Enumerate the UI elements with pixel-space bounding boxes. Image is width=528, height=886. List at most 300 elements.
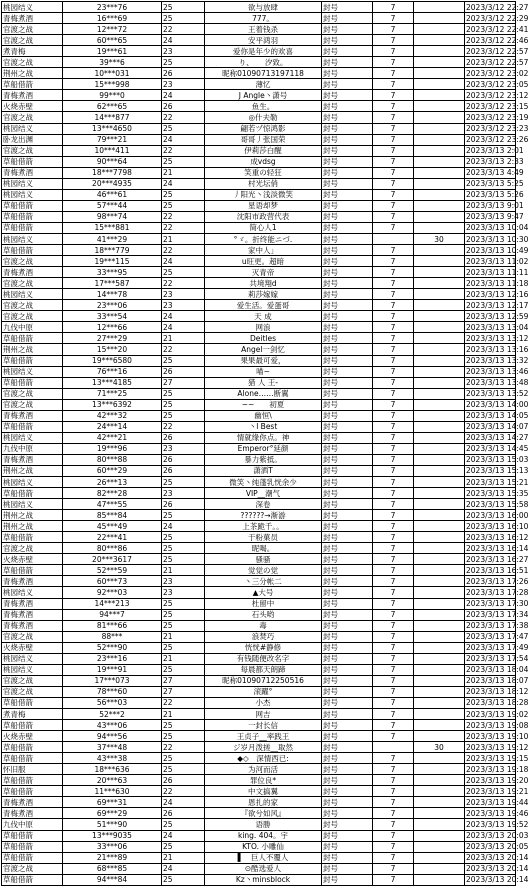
table-row xyxy=(2,388,516,399)
duration-alt-cell xyxy=(414,399,465,410)
account-cell: 15***998 xyxy=(63,79,162,90)
server-cell: 桃园结义 xyxy=(2,587,63,598)
duration-days-cell: 7 xyxy=(373,145,414,156)
server-cell: 桃园结义 xyxy=(2,653,63,664)
nickname-cell: 网浪 xyxy=(205,322,322,333)
nickname-cell: king. 404。宇 xyxy=(205,830,322,841)
server-cell: 草船借箭 xyxy=(2,79,63,90)
account-cell: 90***64 xyxy=(63,156,162,167)
action-cell: 封号 xyxy=(322,874,373,885)
account-cell: 46***61 xyxy=(63,189,162,200)
nickname-cell: 恍恍#静修 xyxy=(205,642,322,653)
ban-record-table xyxy=(1,1,528,886)
nickname-cell: 暴力紫抵。 xyxy=(205,454,322,465)
level-cell: 23 xyxy=(162,79,205,90)
datetime-cell: 2023/3/13 16:00 xyxy=(466,510,528,520)
nickname-cell: 中文搞翼 xyxy=(205,786,322,797)
table-row xyxy=(2,863,516,874)
server-cell: 青梅煮酒 xyxy=(2,90,63,101)
duration-alt-cell xyxy=(414,786,465,797)
datetime-cell: 2023/3/13 13:48 xyxy=(466,378,528,388)
level-cell: 25 xyxy=(162,189,205,200)
duration-days-cell: 7 xyxy=(373,311,414,322)
duration-alt-cell xyxy=(414,819,465,830)
duration-days-cell: 7 xyxy=(373,454,414,465)
table-row xyxy=(2,311,516,322)
level-cell: 24 xyxy=(162,830,205,841)
server-cell: 官渡之战 xyxy=(2,24,63,35)
duration-days-cell: 7 xyxy=(373,366,414,377)
nickname-cell: 骚骚 xyxy=(205,554,322,565)
datetime-cell: 2023/3/13 16:51 xyxy=(466,565,528,575)
action-cell: 封号 xyxy=(322,278,373,289)
table-row xyxy=(2,178,516,189)
duration-days-cell: 7 xyxy=(373,156,414,167)
duration-days-cell: 7 xyxy=(373,79,414,90)
action-cell: 封号 xyxy=(322,222,373,233)
level-cell: 24 xyxy=(162,90,205,101)
action-cell: 封号 xyxy=(322,167,373,178)
table-row xyxy=(2,775,516,786)
action-cell: 封号 xyxy=(322,775,373,786)
table-row xyxy=(2,256,516,267)
datetime-cell: 2023/3/13 19:18 xyxy=(466,764,528,774)
duration-alt-cell xyxy=(414,200,465,211)
datetime-cell: 2023/3/13 9:47 xyxy=(466,212,524,222)
duration-days-cell: 7 xyxy=(373,200,414,211)
table-row xyxy=(2,587,516,598)
account-cell: 20***3617 xyxy=(63,554,162,565)
duration-alt-cell xyxy=(414,576,465,587)
server-cell: 青梅煮酒 xyxy=(2,167,63,178)
level-cell: 22 xyxy=(162,697,205,708)
server-cell: 草船借箭 xyxy=(2,697,63,708)
account-cell: 60***65 xyxy=(63,35,162,46)
server-cell: 桃园结义 xyxy=(2,2,63,13)
action-cell: 封号 xyxy=(322,576,373,587)
nickname-cell: Kz丶minsblock xyxy=(205,874,322,885)
duration-days-cell: 7 xyxy=(373,874,414,885)
account-cell: 85***84 xyxy=(63,510,162,521)
table-row xyxy=(2,46,516,57)
duration-alt-cell xyxy=(414,366,465,377)
action-cell: 封号 xyxy=(322,211,373,222)
action-cell: 封号 xyxy=(322,101,373,112)
nickname-cell: 薄忆 xyxy=(205,79,322,90)
nickname-cell: 杜留中 xyxy=(205,598,322,609)
datetime-cell: 2023/3/12 23:26 xyxy=(466,135,528,145)
duration-days-cell: 7 xyxy=(373,322,414,333)
table-row xyxy=(2,211,516,222)
table-row xyxy=(2,101,516,112)
datetime-cell: 2023/3/13 10:04 xyxy=(466,223,528,233)
table-row xyxy=(2,797,516,808)
duration-alt-cell xyxy=(414,123,465,134)
account-cell: 26***13 xyxy=(63,477,162,488)
nickname-cell: 为河而活 xyxy=(205,764,322,775)
server-cell: 草船借箭 xyxy=(2,565,63,576)
nickname-cell: 喵~ xyxy=(205,366,322,377)
server-cell: 怀旧服 xyxy=(2,764,63,775)
duration-alt-cell xyxy=(414,465,465,476)
nickname-cell: Angel一剑忆 xyxy=(205,344,322,355)
table-row xyxy=(2,443,516,454)
duration-days-cell: 7 xyxy=(373,57,414,68)
server-cell: 青梅煮酒 xyxy=(2,13,63,24)
duration-days-cell: 7 xyxy=(373,775,414,786)
level-cell: 26 xyxy=(162,432,205,443)
nickname-cell: Deitles xyxy=(205,333,322,344)
server-cell: 草船借箭 xyxy=(2,222,63,233)
level-cell: 23 xyxy=(162,300,205,311)
level-cell: 22 xyxy=(162,786,205,797)
duration-alt-cell xyxy=(414,499,465,510)
action-cell: 封号 xyxy=(322,35,373,46)
action-cell: 封号 xyxy=(322,720,373,731)
action-cell: 封号 xyxy=(322,830,373,841)
duration-alt-cell xyxy=(414,134,465,145)
action-cell: 封号 xyxy=(322,134,373,145)
duration-alt-cell xyxy=(414,432,465,443)
duration-days-cell: 7 xyxy=(373,731,414,742)
nickname-cell: KTO. 小雕仙 xyxy=(205,841,322,852)
table-row xyxy=(2,134,516,145)
duration-alt-cell xyxy=(414,731,465,742)
action-cell: 封号 xyxy=(322,267,373,278)
account-cell: 12***72 xyxy=(63,24,162,35)
duration-alt-cell xyxy=(414,709,465,720)
duration-days-cell: 7 xyxy=(373,35,414,46)
duration-alt-cell xyxy=(414,697,465,708)
datetime-cell: 2023/3/13 14:27 xyxy=(466,433,528,443)
datetime-cell: 2023/3/12 22:46 xyxy=(466,35,528,45)
nickname-cell: 滚躍° xyxy=(205,686,322,697)
duration-alt-cell xyxy=(414,156,465,167)
nickname-cell: Alone……断翼 xyxy=(205,388,322,399)
duration-days-cell: 7 xyxy=(373,753,414,764)
datetime-cell: 2023/3/13 17:26 xyxy=(466,576,528,586)
table-row xyxy=(2,620,516,631)
action-cell: 封号 xyxy=(322,24,373,35)
action-cell: 封号 xyxy=(322,156,373,167)
duration-alt-cell xyxy=(414,245,465,256)
duration-days-cell: 7 xyxy=(373,410,414,421)
duration-days-cell: 7 xyxy=(373,686,414,697)
account-cell: 56***03 xyxy=(63,697,162,708)
datetime-cell: 2023/3/13 19:46 xyxy=(466,808,528,818)
server-cell: 官渡之战 xyxy=(2,256,63,267)
action-cell: 封号 xyxy=(322,333,373,344)
account-cell: 27***29 xyxy=(63,333,162,344)
duration-days-cell: 7 xyxy=(373,819,414,830)
action-cell: 封号 xyxy=(322,753,373,764)
duration-alt-cell xyxy=(414,775,465,786)
table-row xyxy=(2,454,516,465)
duration-alt-cell xyxy=(414,13,465,24)
server-cell: 草船借箭 xyxy=(2,786,63,797)
nickname-cell: ◎什夫勒 xyxy=(205,112,322,123)
action-cell: 封号 xyxy=(322,399,373,410)
account-cell: 22***41 xyxy=(63,532,162,543)
action-cell: 封号 xyxy=(322,797,373,808)
level-cell: 27 xyxy=(162,377,205,388)
action-cell: 封号 xyxy=(322,432,373,443)
action-cell: 封号 xyxy=(322,344,373,355)
datetime-cell: 2023/3/13 14:07 xyxy=(466,422,528,432)
level-cell: 27 xyxy=(162,686,205,697)
server-cell: 官渡之战 xyxy=(2,57,63,68)
level-cell: 26 xyxy=(162,101,205,112)
action-cell: 封号 xyxy=(322,454,373,465)
table-row xyxy=(2,377,516,388)
server-cell: 草船借箭 xyxy=(2,720,63,731)
account-cell: 69***31 xyxy=(63,797,162,808)
duration-alt-cell: 30 xyxy=(414,233,465,244)
level-cell: 21 xyxy=(162,653,205,664)
action-cell: 封号 xyxy=(322,443,373,454)
table-row xyxy=(2,233,516,244)
action-cell: 封号 xyxy=(322,477,373,488)
duration-days-cell: 7 xyxy=(373,68,414,79)
nickname-cell: 王贞子__率践王 xyxy=(205,731,322,742)
action-cell: 封号 xyxy=(322,465,373,476)
action-cell: 封号 xyxy=(322,852,373,863)
action-cell: 封号 xyxy=(322,68,373,79)
account-cell: 20***4935 xyxy=(63,178,162,189)
account-cell: 78***60 xyxy=(63,686,162,697)
server-cell: 桃园结义 xyxy=(2,664,63,675)
server-cell: 官渡之战 xyxy=(2,145,63,156)
datetime-cell: 2023/3/13 15:21 xyxy=(466,477,528,487)
nickname-cell: 每晨都天朗蹄 xyxy=(205,664,322,675)
duration-days-cell: 7 xyxy=(373,554,414,565)
datetime-cell: 2023/3/13 17:49 xyxy=(466,643,528,653)
duration-alt-cell xyxy=(414,211,465,222)
table-row xyxy=(2,156,516,167)
level-cell: 26 xyxy=(162,366,205,377)
action-cell: 封号 xyxy=(322,620,373,631)
nickname-cell: 成vdsg xyxy=(205,156,322,167)
table-row xyxy=(2,631,516,642)
account-cell: 33***95 xyxy=(63,267,162,278)
account-cell: 19***6580 xyxy=(63,355,162,366)
nickname-cell: 潇洒T xyxy=(205,465,322,476)
action-cell: 封号 xyxy=(322,123,373,134)
duration-days-cell: 7 xyxy=(373,134,414,145)
action-cell: 封号 xyxy=(322,742,373,753)
datetime-cell: 2023/3/12 22:29 xyxy=(466,13,528,23)
duration-alt-cell xyxy=(414,454,465,465)
server-cell: 卧龙出渊 xyxy=(2,134,63,145)
level-cell: 22 xyxy=(162,112,205,123)
server-cell: 桃园结义 xyxy=(2,477,63,488)
nickname-cell: 昵喝。 xyxy=(205,543,322,554)
level-cell: 26 xyxy=(162,465,205,476)
duration-alt-cell xyxy=(414,267,465,278)
duration-alt-cell xyxy=(414,797,465,808)
server-cell: 草船借箭 xyxy=(2,333,63,344)
action-cell: 封号 xyxy=(322,631,373,642)
nickname-cell: 伊莉莎白醒 xyxy=(205,145,322,156)
datetime-cell: 2023/3/12 22:57 xyxy=(466,46,528,56)
server-cell: 草船借箭 xyxy=(2,874,63,885)
duration-alt-cell xyxy=(414,664,465,675)
account-cell: 18***779 xyxy=(63,245,162,256)
datetime-cell: 2023/3/13 15:35 xyxy=(466,488,528,498)
account-cell: 42***21 xyxy=(63,432,162,443)
duration-alt-cell xyxy=(414,830,465,841)
account-cell: 82***28 xyxy=(63,488,162,499)
nickname-cell: 上茶跪千。。 xyxy=(205,521,322,532)
nickname-cell: ◆◇ 深情西已: xyxy=(205,753,322,764)
table-row xyxy=(2,554,516,565)
duration-days-cell: 7 xyxy=(373,432,414,443)
level-cell: 21 xyxy=(162,565,205,576)
account-cell: 12***66 xyxy=(63,322,162,333)
duration-alt-cell xyxy=(414,322,465,333)
action-cell: 封号 xyxy=(322,653,373,664)
account-cell: 98***74 xyxy=(63,211,162,222)
duration-days-cell: 7 xyxy=(373,499,414,510)
duration-alt-cell xyxy=(414,720,465,731)
level-cell: 23 xyxy=(162,576,205,587)
table-row xyxy=(2,874,516,885)
table-row xyxy=(2,609,516,620)
duration-days-cell: 7 xyxy=(373,543,414,554)
duration-days-cell: 7 xyxy=(373,764,414,775)
server-cell: 桃园结义 xyxy=(2,189,63,200)
server-cell: 青梅煮酒 xyxy=(2,576,63,587)
duration-alt-cell xyxy=(414,57,465,68)
level-cell: 21 xyxy=(162,631,205,642)
level-cell: 25 xyxy=(162,200,205,211)
duration-days-cell: 7 xyxy=(373,532,414,543)
server-cell: 草船借箭 xyxy=(2,377,63,388)
duration-alt-cell xyxy=(414,167,465,178)
table-row xyxy=(2,24,516,35)
datetime-cell: 2023/3/13 11:11 xyxy=(466,267,528,277)
server-cell: 草船借箭 xyxy=(2,532,63,543)
duration-days-cell: 7 xyxy=(373,598,414,609)
action-cell: 封号 xyxy=(322,245,373,256)
duration-alt-cell xyxy=(414,344,465,355)
account-cell: 41***29 xyxy=(63,233,162,244)
datetime-cell: 2023/3/12 22:57 xyxy=(466,57,528,67)
action-cell: 封号 xyxy=(322,543,373,554)
nickname-cell: 777。 xyxy=(205,13,322,24)
table-row xyxy=(2,344,516,355)
action-cell: 封号 xyxy=(322,819,373,830)
nickname-cell: ~~ 初夏 xyxy=(205,399,322,410)
table-row xyxy=(2,477,516,488)
nickname-cell: 幽恒\ xyxy=(205,410,322,421)
table-row xyxy=(2,167,516,178)
table-row xyxy=(2,13,516,24)
level-cell: 25 xyxy=(162,399,205,410)
table-row xyxy=(2,145,516,156)
level-cell: 22 xyxy=(162,145,205,156)
nickname-cell: 哥哥丿张国荣 xyxy=(205,134,322,145)
datetime-cell: 2023/3/13 19:52 xyxy=(466,819,528,829)
nickname-cell: 王着钱杀 xyxy=(205,24,322,35)
datetime-cell: 2023/3/13 12:16 xyxy=(466,289,528,299)
duration-alt-cell xyxy=(414,841,465,852)
duration-alt-cell xyxy=(414,488,465,499)
account-cell: 17***587 xyxy=(63,278,162,289)
duration-days-cell: 7 xyxy=(373,477,414,488)
account-cell: 79***21 xyxy=(63,134,162,145)
account-cell: 57***44 xyxy=(63,200,162,211)
table-row xyxy=(2,355,516,366)
server-cell: 桃园结义 xyxy=(2,432,63,443)
level-cell: 26 xyxy=(162,454,205,465)
table-row xyxy=(2,278,516,289)
action-cell: 封号 xyxy=(322,686,373,697)
datetime-cell: 2023/3/13 2:01 xyxy=(466,146,524,156)
duration-days-cell xyxy=(373,233,414,244)
account-cell: 19***115 xyxy=(63,256,162,267)
action-cell: 封号 xyxy=(322,808,373,819)
level-cell: 21 xyxy=(162,852,205,863)
action-cell: 封号 xyxy=(322,145,373,156)
level-cell: 25 xyxy=(162,841,205,852)
table-row xyxy=(2,432,516,443)
datetime-cell: 2023/3/13 17:47 xyxy=(466,632,528,642)
table-row xyxy=(2,686,516,697)
nickname-cell: 恩扎的家 xyxy=(205,797,322,808)
datetime-cell: 2023/3/13 19:21 xyxy=(466,786,528,796)
datetime-cell: 2023/3/12 23:02 xyxy=(466,68,528,78)
duration-alt-cell xyxy=(414,189,465,200)
server-cell: 草船借箭 xyxy=(2,753,63,764)
server-cell: 煮青梅 xyxy=(2,46,63,57)
action-cell: 封号 xyxy=(322,786,373,797)
level-cell: 25 xyxy=(162,664,205,675)
table-row xyxy=(2,565,516,576)
table-row xyxy=(2,90,516,101)
table-row xyxy=(2,68,516,79)
datetime-cell: 2023/3/13 17:38 xyxy=(466,621,528,631)
server-cell: 草船借箭 xyxy=(2,775,63,786)
server-cell: 青梅煮酒 xyxy=(2,609,63,620)
duration-days-cell: 7 xyxy=(373,112,414,123)
duration-alt-cell xyxy=(414,675,465,686)
server-cell: 青梅煮酒 xyxy=(2,410,63,421)
duration-alt-cell xyxy=(414,311,465,322)
duration-days-cell: 7 xyxy=(373,797,414,808)
datetime-cell: 2023/3/13 16:12 xyxy=(466,532,528,542)
duration-days-cell: 7 xyxy=(373,189,414,200)
action-cell: 封号 xyxy=(322,322,373,333)
nickname-cell: 深卷 xyxy=(205,499,322,510)
nickname-cell: °ゞ。折终能ニづ. xyxy=(205,233,322,244)
level-cell: 26 xyxy=(162,499,205,510)
account-cell: 10***411 xyxy=(63,145,162,156)
duration-days-cell: 7 xyxy=(373,443,414,454)
duration-days-cell: 7 xyxy=(373,123,414,134)
duration-alt-cell xyxy=(414,443,465,454)
datetime-cell: 2023/3/13 20:14 xyxy=(466,853,528,863)
duration-alt-cell xyxy=(414,554,465,565)
server-cell: 官渡之战 xyxy=(2,112,63,123)
table-row xyxy=(2,852,516,863)
table-row xyxy=(2,123,516,134)
server-cell: 青梅煮酒 xyxy=(2,454,63,465)
table-row xyxy=(2,112,516,123)
table-row xyxy=(2,222,516,233)
server-cell: 青梅煮酒 xyxy=(2,797,63,808)
datetime-cell: 2023/3/13 13:32 xyxy=(466,356,528,366)
